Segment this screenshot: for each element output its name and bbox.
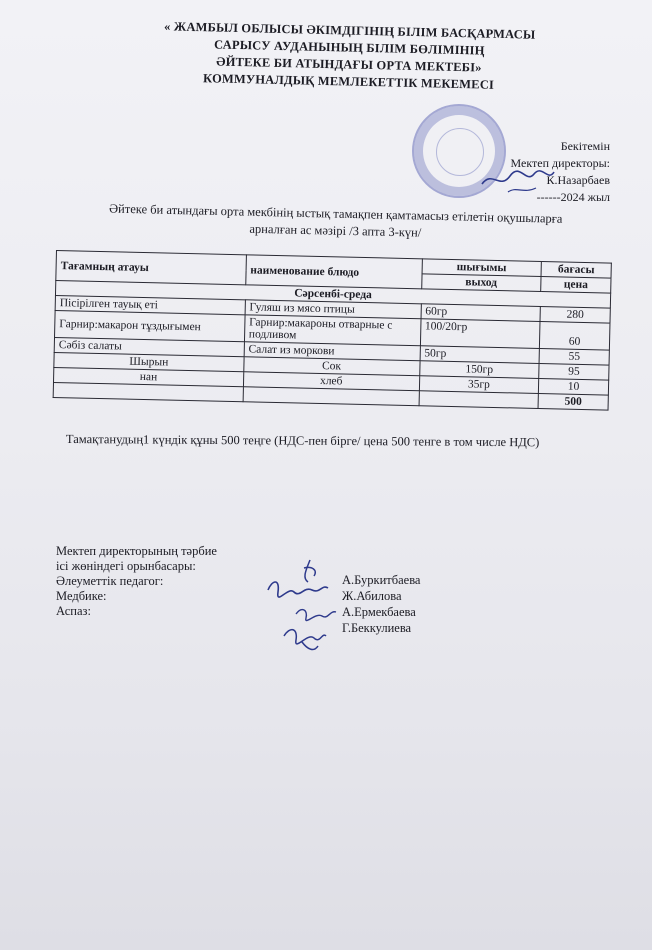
header-line-3: ӘЙТЕКЕ БИ АТЫНДАҒЫ ОРТА МЕКТЕБІ»: [216, 54, 482, 75]
dish-ru-multiline: [244, 315, 420, 346]
approval-line-2: Мектеп директоры:: [510, 156, 610, 170]
role-deputy-line-1: Мектеп директорының тәрбие: [56, 544, 217, 558]
approval-line-4: ------2024 жыл: [536, 190, 610, 204]
dish-ru-continued: подливом: [248, 328, 297, 342]
role-nurse: Медбике:: [56, 589, 107, 603]
institution-header: [148, 18, 549, 95]
header-yield-kz: шығымы: [422, 259, 542, 277]
header-line-4: КОММУНАЛДЫҚ МЕМЛЕКЕТТІК МЕКЕМЕСІ: [202, 71, 495, 92]
dish-price: 10: [539, 378, 609, 395]
menu-title: [85, 200, 586, 245]
approval-line-1: Бекітемін: [560, 139, 610, 153]
dish-ru: Гуляш из мясо птицы: [245, 300, 421, 319]
name-cook: Г.Беккулиева: [342, 621, 412, 635]
dish-yield: 60гр: [421, 304, 541, 322]
dish-price: 60: [540, 322, 610, 351]
header-line-1: « ЖАМБЫЛ ОБЛЫСЫ ӘКІМДІГІНІҢ БІЛІМ БАСҚАРМАСЫ: [163, 19, 536, 42]
total-price: 500: [538, 393, 608, 410]
dish-price: 95: [539, 363, 609, 380]
role-deputy-line-2: ісі жөніндегі орынбасары:: [56, 559, 196, 573]
dish-ru: хлеб: [243, 372, 419, 391]
name-social-pedagogue: Ж.Абилова: [342, 589, 402, 603]
header-price-ru: цена: [541, 277, 611, 294]
header-name-ru: наименование блюдо: [245, 255, 421, 289]
menu-table: [53, 250, 612, 411]
dish-yield: 50гр: [420, 346, 540, 364]
title-line-1: Әйтеке би атындағы орта мекбінің ыстық тамақпен қамтамасыз етілетін оқушыларға: [108, 201, 563, 226]
role-cook: Аспаз:: [56, 604, 91, 618]
name-deputy: А.Буркитбаева: [342, 573, 421, 587]
dish-price: 55: [539, 348, 609, 365]
director-signature: [478, 162, 558, 198]
staff-signatures: [262, 556, 340, 656]
dish-ru: Сок: [244, 357, 420, 376]
name-nurse: А.Ермекбаева: [342, 605, 416, 619]
dish-yield: 35гр: [419, 376, 539, 394]
dish-ru: Салат из моркови: [244, 342, 420, 361]
dish-kz: Пісірілген тауық еті: [55, 295, 245, 314]
daily-cost-note: Тамақтанудың1 күндік құны 500 теңге (НДС-пен бірге/ цена 500 тенге в том числе НДС): [65, 432, 540, 450]
title-line-2: арналған ас мәзірі /3 апта 3-күн/: [249, 221, 422, 240]
header-line-2: САРЫСУ АУДАНЫНЫҢ БІЛІМ БӨЛІМІНІҢ: [213, 37, 485, 58]
staff-roles: [56, 544, 217, 619]
dish-kz: Гарнир:макарон тұздығымен: [55, 310, 245, 341]
day-label: Сәрсенбі-среда: [55, 281, 610, 309]
dish-kz: Шырын: [54, 352, 244, 371]
staff-names: [342, 572, 421, 636]
dish-ru: Гарнир:макароны отварные с: [249, 316, 393, 332]
header-yield-ru: выход: [421, 274, 541, 292]
approval-line-3: К.Назарбаев: [546, 173, 610, 187]
dish-yield: 150гр: [419, 361, 539, 379]
dish-kz: Сәбіз салаты: [54, 337, 244, 356]
table-header-row: [56, 251, 611, 279]
header-name-kz: Тағамның атауы: [56, 251, 246, 285]
role-social-pedagogue: Әлеуметтік педагог:: [56, 574, 164, 588]
dish-price: 280: [540, 307, 610, 324]
dish-yield: 100/20гр: [420, 319, 540, 349]
header-price-kz: бағасы: [541, 262, 611, 279]
dish-kz: нан: [53, 367, 243, 386]
